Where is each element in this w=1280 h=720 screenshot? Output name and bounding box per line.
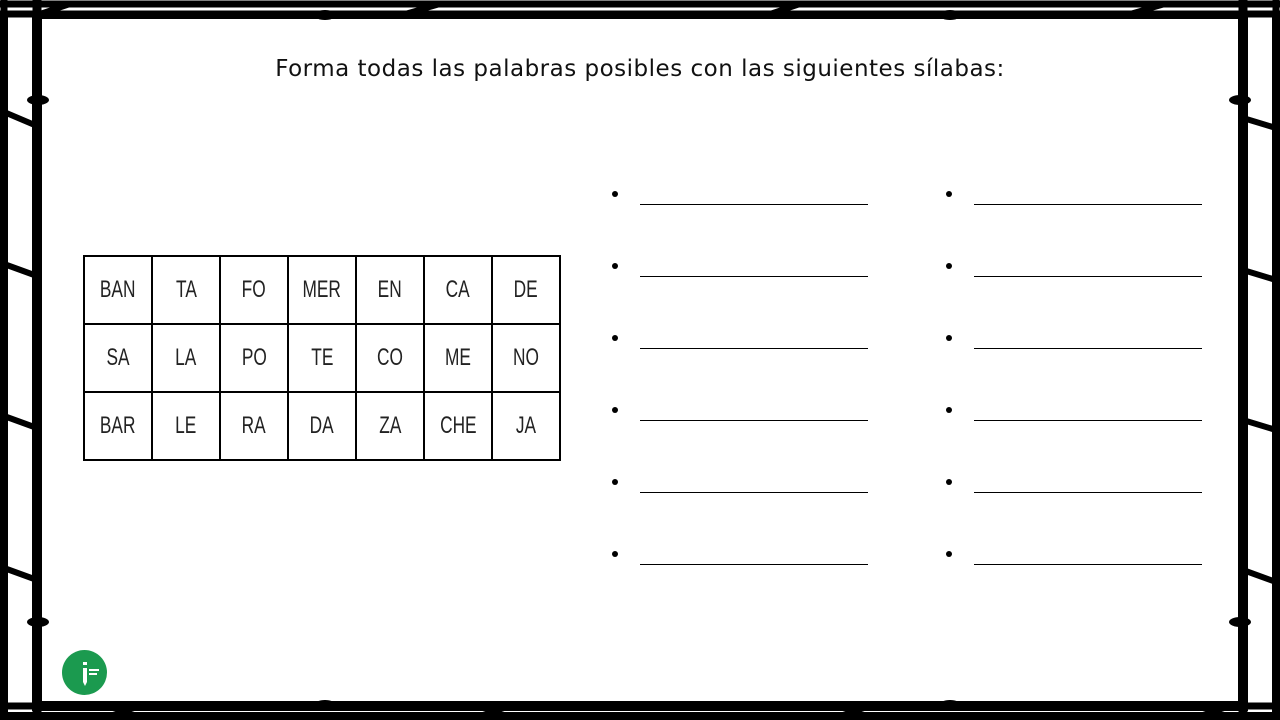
syllable-cell — [152, 256, 220, 324]
syllable-cell — [356, 256, 424, 324]
answer-blank-line[interactable] — [640, 564, 868, 565]
bullet-icon — [612, 335, 618, 341]
syllable-text: CA — [445, 276, 471, 303]
syllable-text: EN — [377, 276, 403, 303]
answer-blank-line[interactable] — [640, 204, 868, 205]
answer-blank-line[interactable] — [640, 276, 868, 277]
syllable-text: ME — [445, 344, 471, 371]
syllable-cell — [152, 324, 220, 392]
syllable-text: PO — [241, 344, 267, 371]
syllable-cell — [356, 392, 424, 460]
syllable-cell — [492, 392, 560, 460]
syllable-cell — [84, 392, 152, 460]
bullet-icon — [612, 407, 618, 413]
bullet-icon — [946, 479, 952, 485]
syllable-cell — [424, 324, 492, 392]
syllable-text: RA — [241, 412, 267, 439]
syllable-text: TE — [310, 344, 334, 371]
syllable-cell — [220, 324, 288, 392]
syllable-text: DA — [309, 412, 335, 439]
syllable-text: LA — [175, 344, 197, 371]
answer-blank-line[interactable] — [640, 492, 868, 493]
answer-blank-line[interactable] — [974, 348, 1202, 349]
answer-blank-line[interactable] — [974, 492, 1202, 493]
syllable-cell — [424, 256, 492, 324]
syllable-text: BAN — [100, 276, 136, 303]
answer-blank-line[interactable] — [974, 204, 1202, 205]
syllable-cell — [288, 324, 356, 392]
syllable-text: BAR — [100, 412, 136, 439]
syllable-row — [84, 392, 560, 460]
bullet-icon — [946, 335, 952, 341]
syllable-cell — [356, 324, 424, 392]
bullet-icon — [946, 191, 952, 197]
syllable-text: SA — [106, 344, 130, 371]
syllable-text: NO — [513, 344, 539, 371]
syllable-cell — [220, 256, 288, 324]
syllable-cell — [492, 256, 560, 324]
syllable-text: FO — [241, 276, 266, 303]
syllable-grid — [83, 255, 561, 461]
answer-blank-line[interactable] — [974, 276, 1202, 277]
syllable-cell — [288, 392, 356, 460]
bullet-icon — [612, 263, 618, 269]
syllable-text: LE — [175, 412, 197, 439]
syllable-cell — [424, 392, 492, 460]
syllable-text: TA — [175, 276, 197, 303]
syllable-row — [84, 324, 560, 392]
brand-logo — [62, 650, 107, 695]
bullet-icon — [946, 263, 952, 269]
pencil-icon — [70, 658, 100, 688]
syllable-text: MER — [302, 276, 342, 303]
bullet-icon — [612, 479, 618, 485]
syllable-cell — [492, 324, 560, 392]
answer-blank-line[interactable] — [640, 348, 868, 349]
syllable-cell — [220, 392, 288, 460]
bullet-icon — [612, 191, 618, 197]
syllable-cell — [84, 256, 152, 324]
syllable-text: DE — [513, 276, 539, 303]
answer-blank-line[interactable] — [640, 420, 868, 421]
syllable-row — [84, 256, 560, 324]
syllable-cell — [84, 324, 152, 392]
syllable-text: CHE — [439, 412, 477, 439]
syllable-cell — [152, 392, 220, 460]
syllable-cell — [288, 256, 356, 324]
bullet-icon — [946, 407, 952, 413]
bullet-icon — [612, 551, 618, 557]
page-title: Forma todas las palabras posibles con las siguientes sílabas: — [275, 56, 1005, 82]
syllable-text: CO — [377, 344, 403, 371]
bullet-icon — [946, 551, 952, 557]
answer-blank-line[interactable] — [974, 564, 1202, 565]
syllable-text: ZA — [378, 412, 402, 439]
answer-blank-line[interactable] — [974, 420, 1202, 421]
syllable-text: JA — [515, 412, 537, 439]
